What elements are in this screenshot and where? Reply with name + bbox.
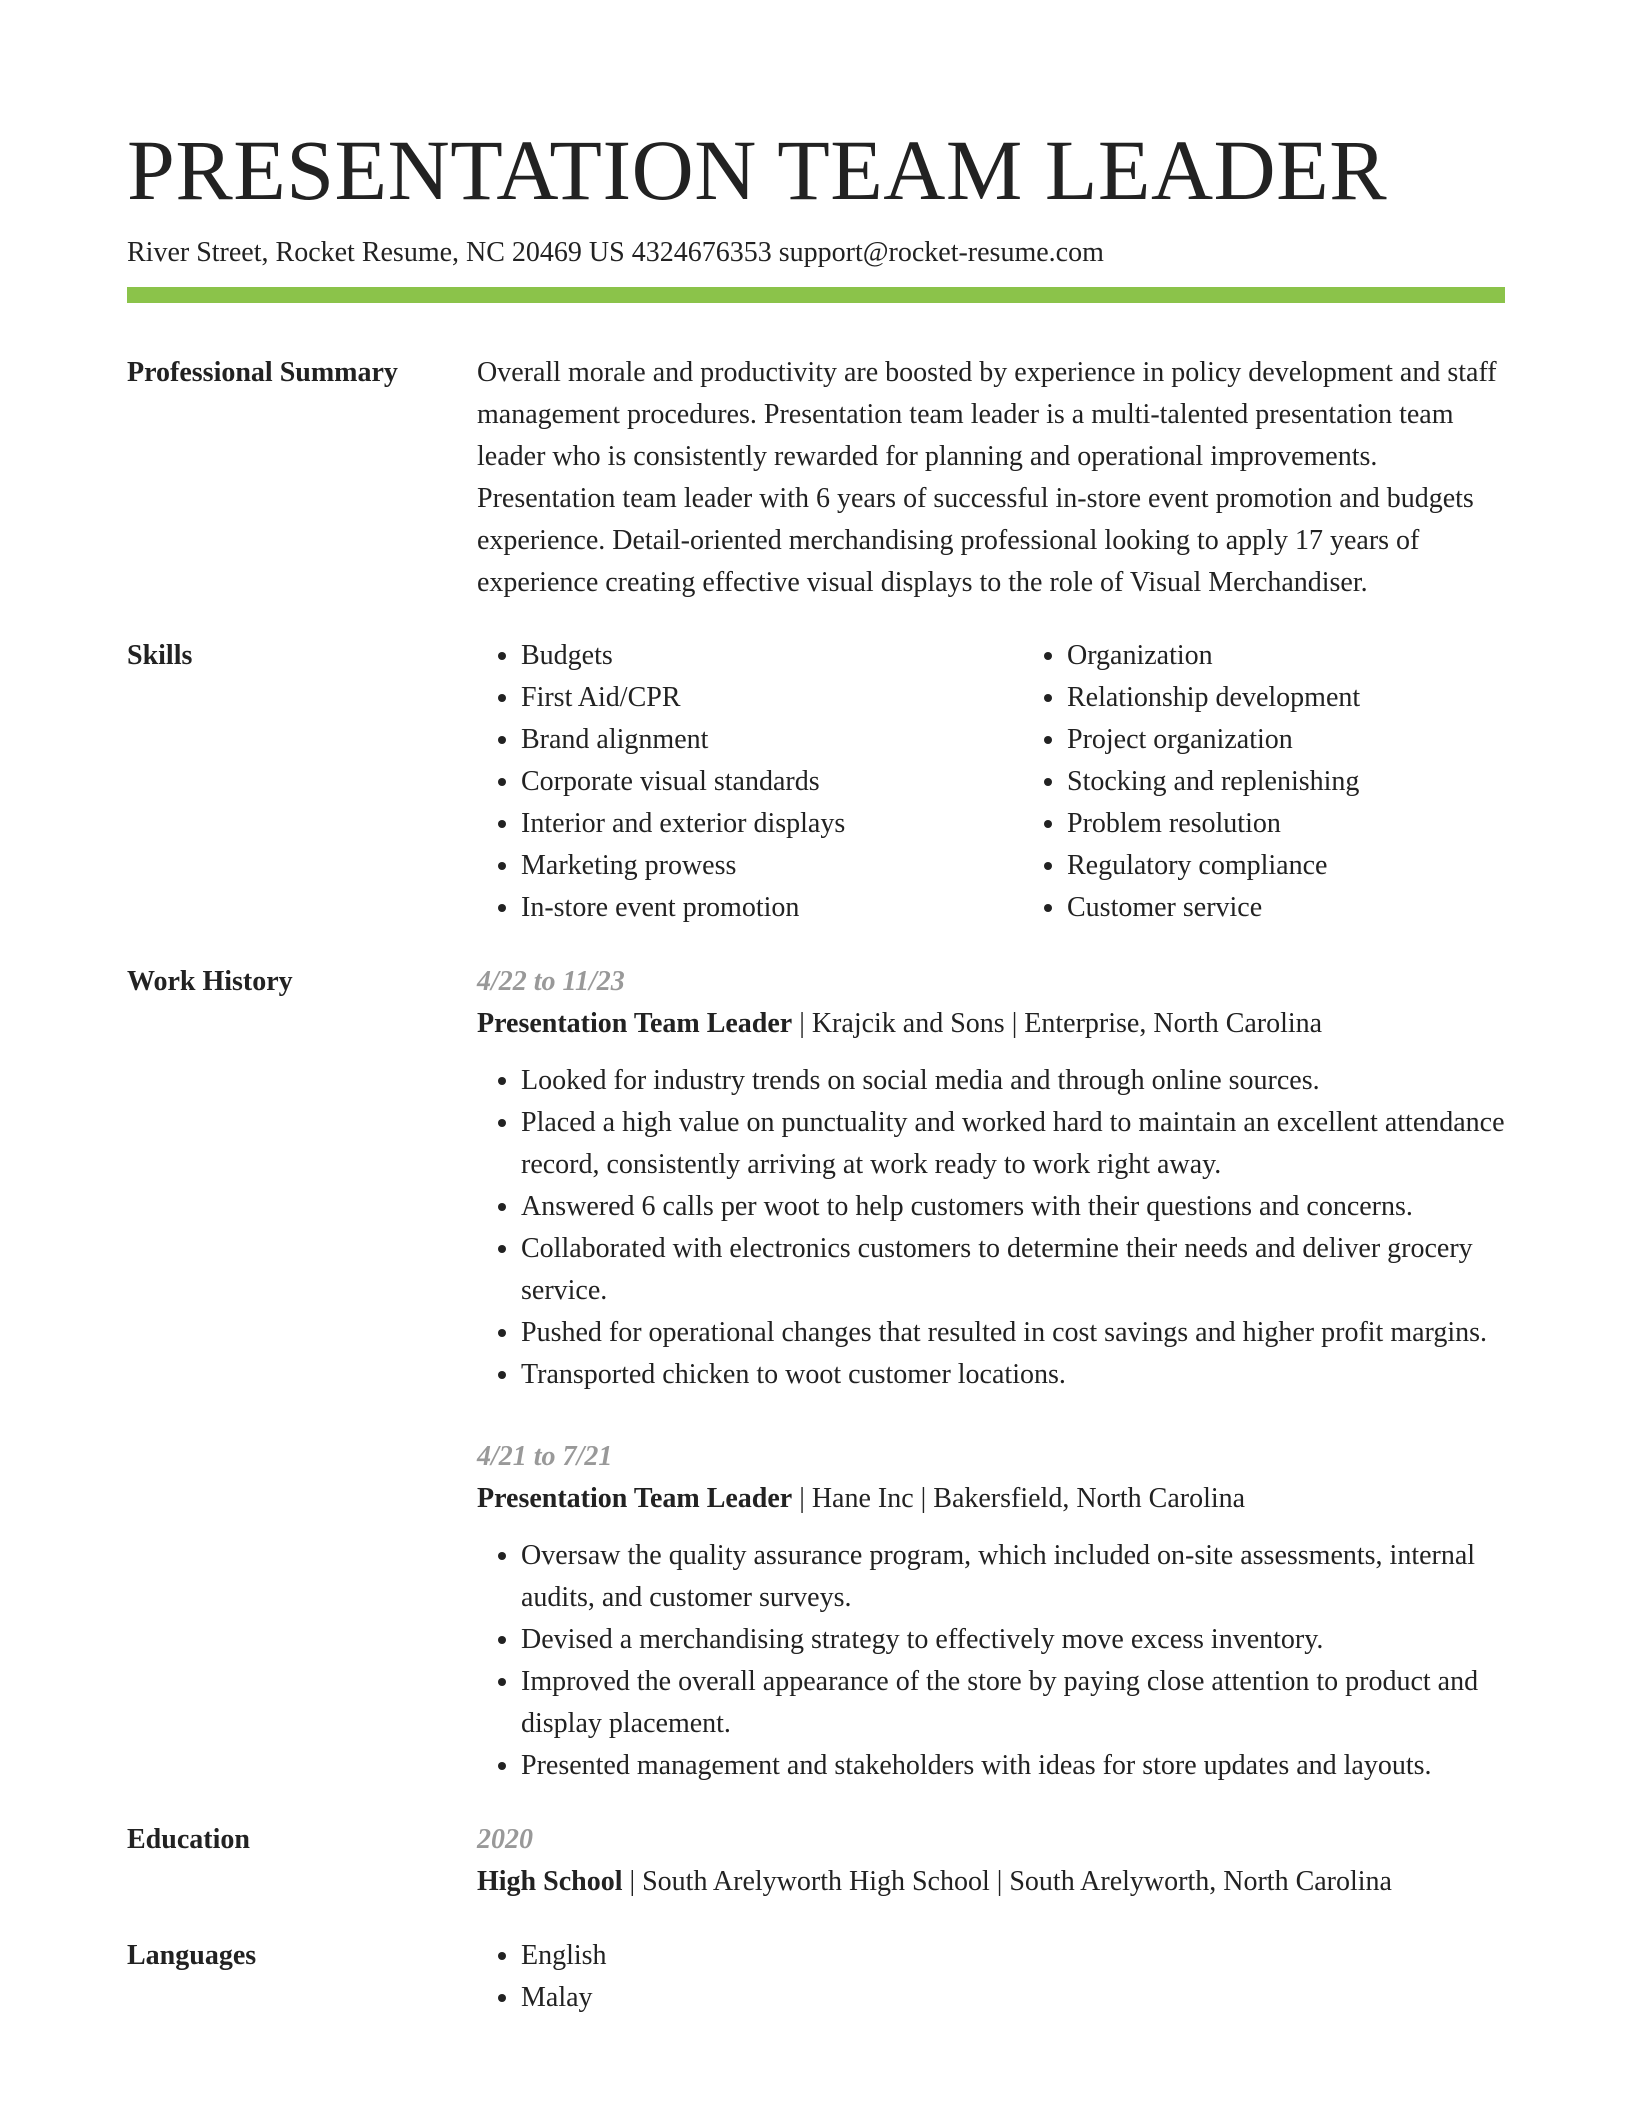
job-details: | Krajcik and Sons | Enterprise, North Carolina <box>792 1008 1323 1039</box>
skill-item: • Interior and exterior displays <box>521 803 1023 845</box>
languages-content <box>477 1935 1505 2019</box>
job-entry <box>477 961 1505 1396</box>
skills-grid <box>477 635 1569 929</box>
work-history-content <box>477 961 1505 1787</box>
job-bullet-list <box>477 1535 1505 1787</box>
language-item: • Malay <box>521 1977 1505 2019</box>
languages-list <box>477 1935 1505 2019</box>
skill-item: • Stocking and replenishing <box>1067 761 1569 803</box>
summary-text: Overall morale and productivity are boosted by experience in policy development and staff management procedures. Presentation team leader is a multi-talented presentation team leader who is consistently rewarded for planning and operational improvements. Presentation team leader with 6 years of successful in-store event promotion and budgets experience. Detail-oriented merchandising professional looking to apply 17 years of experience creating effective visual displays to the role of Visual Merchandiser. <box>477 357 1497 598</box>
skills-list-left <box>477 635 1023 929</box>
education-heading: Education <box>127 1824 250 1855</box>
resume-name: PRESENTATION TEAM LEADER <box>127 122 1388 218</box>
summary-heading: Professional Summary <box>127 357 398 388</box>
skills-list-right <box>1023 635 1569 929</box>
education-section <box>127 1819 1505 1903</box>
job-details: | Hane Inc | Bakersfield, North Carolina <box>792 1483 1246 1514</box>
education-content <box>477 1819 1505 1903</box>
education-details: | South Arelyworth High School | South Arelyworth, North Carolina <box>622 1866 1392 1897</box>
work-history-heading: Work History <box>127 966 293 997</box>
job-dates: 4/21 to 7/21 <box>477 1441 613 1472</box>
job-heading <box>477 1478 1505 1520</box>
education-year: 2020 <box>477 1824 533 1855</box>
skills-section <box>127 635 1505 929</box>
skill-item: • Relationship development <box>1067 677 1569 719</box>
job-bullet: • Collaborated with electronics customers to determine their needs and deliver grocery service. <box>521 1228 1505 1312</box>
summary-section <box>127 352 1505 604</box>
job-bullet: • Pushed for operational changes that resulted in cost savings and higher profit margins. <box>521 1312 1505 1354</box>
languages-heading: Languages <box>127 1940 257 1971</box>
skill-item: • First Aid/CPR <box>521 677 1023 719</box>
education-degree: High School <box>477 1866 623 1897</box>
skill-item: • Project organization <box>1067 719 1569 761</box>
job-entry <box>477 1436 1505 1787</box>
skill-item: • Budgets <box>521 635 1023 677</box>
skill-item: • Regulatory compliance <box>1067 845 1569 887</box>
job-bullet: • Improved the overall appearance of the store by paying close attention to product and display placement. <box>521 1661 1505 1745</box>
skill-item: • Corporate visual standards <box>521 761 1023 803</box>
contact-line: River Street, Rocket Resume, NC 20469 US 4324676353 support@rocket-resume.com <box>127 237 1104 268</box>
skill-item: • In-store event promotion <box>521 887 1023 929</box>
skill-item: • Customer service <box>1067 887 1569 929</box>
skill-item: • Problem resolution <box>1067 803 1569 845</box>
job-bullet: • Transported chicken to woot customer locations. <box>521 1354 1505 1396</box>
languages-section <box>127 1935 1505 2019</box>
job-bullet-list <box>477 1060 1505 1396</box>
accent-divider <box>127 287 1505 303</box>
skill-item: • Brand alignment <box>521 719 1023 761</box>
job-heading <box>477 1003 1505 1045</box>
skill-item: • Organization <box>1067 635 1569 677</box>
skill-item: • Marketing prowess <box>521 845 1023 887</box>
job-dates: 4/22 to 11/23 <box>477 966 625 997</box>
job-bullet: • Looked for industry trends on social media and through online sources. <box>521 1060 1505 1102</box>
job-bullet: • Answered 6 calls per woot to help customers with their questions and concerns. <box>521 1186 1505 1228</box>
skills-heading: Skills <box>127 640 193 671</box>
job-bullet: • Oversaw the quality assurance program, which included on-site assessments, internal audits, and customer surveys. <box>521 1535 1505 1619</box>
skills-content <box>477 635 1569 929</box>
job-title: Presentation Team Leader <box>477 1483 793 1514</box>
job-title: Presentation Team Leader <box>477 1008 793 1039</box>
job-bullet: • Devised a merchandising strategy to effectively move excess inventory. <box>521 1619 1505 1661</box>
job-bullet: • Presented management and stakeholders with ideas for store updates and layouts. <box>521 1745 1505 1787</box>
job-bullet: • Placed a high value on punctuality and worked hard to maintain an excellent attendance record, consistently arriving at work ready to work right away. <box>521 1102 1505 1186</box>
education-heading-line <box>477 1861 1505 1903</box>
work-history-section <box>127 961 1505 1787</box>
language-item: • English <box>521 1935 1505 1977</box>
